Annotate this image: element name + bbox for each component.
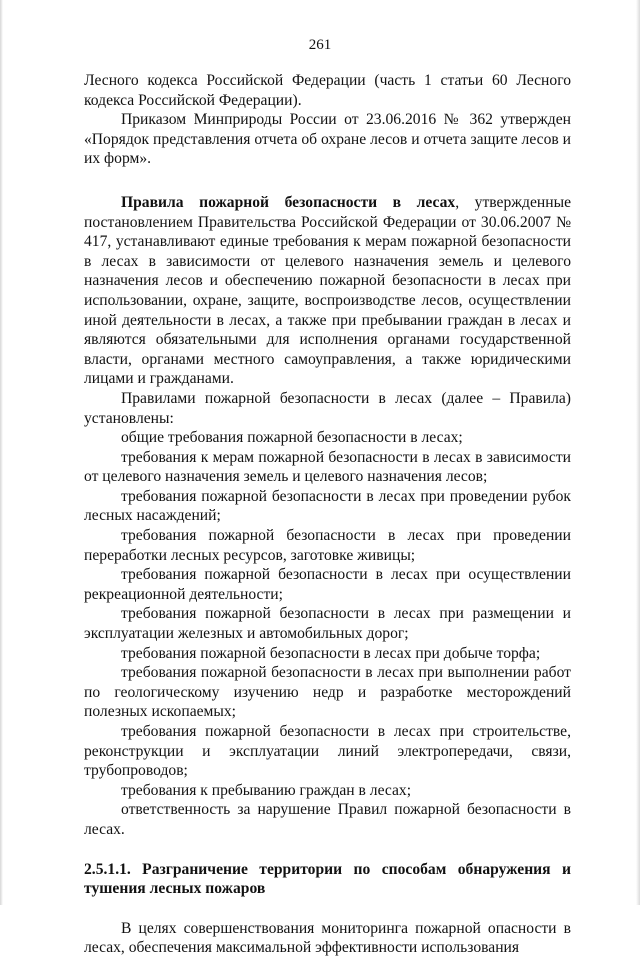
scan-edge-right bbox=[636, 0, 640, 905]
list-item: требования к мерам пожарной безопасности в лесах в зависимости от целевого назначения земель и целевого назначения лесов; bbox=[84, 448, 571, 486]
list-item: ответственность за нарушение Правил пожарной безопасности в лесах. bbox=[84, 801, 571, 838]
scan-edge-left bbox=[0, 0, 3, 905]
paragraph-forest-code-ref: Лесного кодекса Российской Федерации (часть 1 статьи 60 Лесного кодекса Российской Федерации). bbox=[84, 72, 571, 109]
page-number: 261 bbox=[308, 37, 332, 53]
list-item: требования пожарной безопасности в лесах при строительстве, реконструкции и эксплуатации линий электропередачи, связи, трубопроводов; bbox=[84, 723, 571, 780]
list-item: требования пожарной безопасности в лесах при осуществлении рекреационной деятельности; bbox=[84, 566, 571, 603]
rules-title-bold: Правила пожарной безопасности в лесах bbox=[121, 193, 456, 211]
document-body bbox=[84, 71, 571, 958]
list-item: требования к пребыванию граждан в лесах; bbox=[121, 781, 412, 799]
paragraph-rules-established: Правилами пожарной безопасности в лесах (далее – Правила) установлены: bbox=[84, 389, 571, 427]
rules-description: , утвержденные постановлением Правительства Российской Федерации от 30.06.2007 № 417, устанавливают единые требования к мерам пожарной безопасности в лесах в зависимости от целевого назначения земель и целевого назначения лесов и обеспечению пожарной безопасности в лесах при использовании, охране, защите, воспроизводстве лесов, осуществлении иной деятельности в лесах, а также при пребывании граждан в лесах и являются обязательными для исполнения органами государственной власти, органами местного самоуправления, а также юридическими лицами и гражданами. bbox=[84, 193, 571, 388]
list-item: общие требования пожарной безопасности в лесах; bbox=[121, 429, 463, 447]
paragraph-monitoring: В целях совершенствования мониторинга пожарной опасности в лесах, обеспечения максимальной эффективности использования bbox=[84, 919, 571, 957]
list-item: требования пожарной безопасности в лесах при проведении рубок лесных насаждений; bbox=[84, 487, 571, 525]
paragraph-order-minprirody: Приказом Минприроды России от 23.06.2016 № 362 утвержден «Порядок представления отчета об охране лесов и отчета защите лесов и их форм». bbox=[84, 111, 571, 168]
list-item: требования пожарной безопасности в лесах при выполнении работ по геологическому изучению недр и разработке месторождений полезных ископаемых; bbox=[84, 664, 571, 721]
list-item: требования пожарной безопасности в лесах при размещении и эксплуатации железных и автомобильных дорог; bbox=[84, 605, 571, 643]
section-heading: 2.5.1.1. Разграничение территории по способам обнаружения и тушения лесных пожаров bbox=[84, 860, 571, 898]
paragraph-fire-safety-rules bbox=[84, 193, 571, 389]
list-item: требования пожарной безопасности в лесах при добыче торфа; bbox=[121, 644, 541, 662]
list-item: требования пожарной безопасности в лесах при проведении переработки лесных ресурсов, заготовке живицы; bbox=[84, 527, 571, 564]
